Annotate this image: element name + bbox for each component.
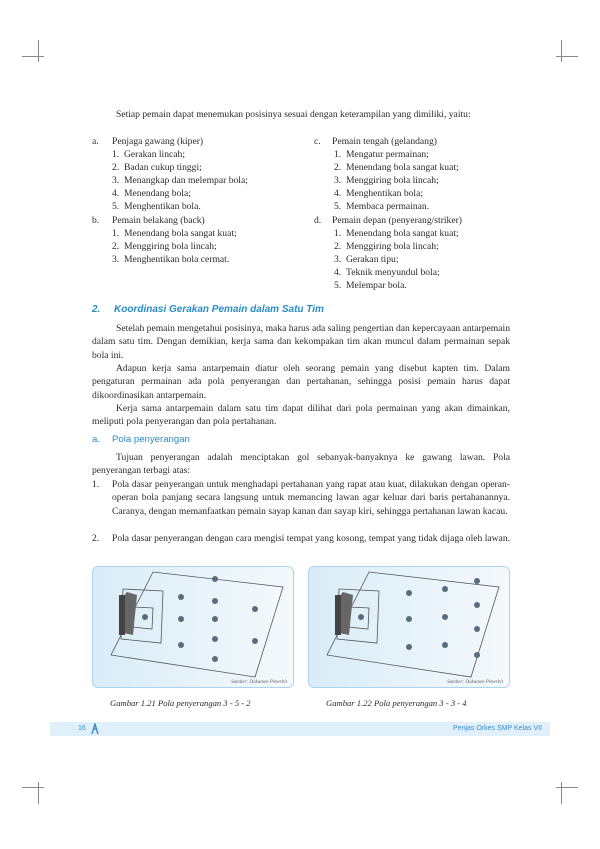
role-title: Pemain belakang (back)	[112, 215, 205, 226]
role-letter: a.	[92, 136, 99, 147]
list-item: 2. Menggiring bola lincah;	[334, 241, 439, 252]
list-item: 5. Menghentikan bola.	[112, 201, 201, 212]
list-item: 2. Badan cukup tinggi;	[112, 162, 202, 173]
book-title: Penjas Orkes SMP Kelas VII	[453, 725, 542, 732]
list-item: 2. Menendang bola sangat kuat;	[334, 162, 459, 173]
list-item: 1. Menendang bola sangat kuat;	[112, 228, 237, 239]
figure-pola-3-5-2	[92, 566, 294, 688]
section-number: 2.	[92, 304, 101, 315]
soccer-field-illustration	[93, 567, 293, 687]
list-item: 1. Mengatur permainan;	[334, 149, 429, 160]
section-paragraph: Adapun kerja sama antarpemain diatur oleh seorang pemain yang disebut kapten tim. Dalam pengaturan permainan ada pola penyerangan dan pertahanan, sehingga posisi pemain harus dapat dikoordinasikan antarpemain.	[92, 363, 510, 401]
subsection-item: Pola dasar penyerangan untuk menghadapi pertahanan yang rapat atau kuat, dilakukan dengan operan-operan bola panjang secara langsung untuk memancing lawan agar keluar dari baris pertahanannya. Caranya, dengan memanfaatkan pemain sayap kanan dan sayap kiri, sehingga pertahanan lawan kacau.	[112, 479, 510, 517]
crop-mark-top-left	[22, 40, 44, 62]
section-paragraph: Setelah pemain mengetahui posisinya, maka harus ada saling pengertian dan kepercayaan antarpemain dalam satu tim. Dengan demikian, kerja sama dan kekompakan tim akan muncul dalam permainan sepak bola ini.	[92, 323, 510, 361]
list-item: 4. Teknik menyundul bola;	[334, 267, 440, 278]
intro-paragraph: Setiap pemain dapat menemukan posisinya sesuai dengan keterampilan yang dimiliki, yaitu:	[116, 109, 471, 120]
list-item: 3. Menggiring bola lincah;	[334, 175, 439, 186]
list-item: 1. Gerakan lincah;	[112, 149, 185, 160]
list-item: 2. Menggiring bola lincah;	[112, 241, 217, 252]
item-number: 1.	[92, 479, 100, 490]
page-number: 16	[78, 725, 86, 732]
item-number: 2.	[92, 533, 100, 544]
subsection-letter: a.	[92, 434, 101, 445]
page-footer	[50, 722, 550, 736]
list-item: 3. Menghentikan bola cermat.	[112, 254, 230, 265]
role-title: Pemain tengah (gelandang)	[332, 136, 437, 147]
role-letter: c.	[314, 136, 321, 147]
crop-mark-bottom-left	[22, 782, 44, 804]
figure-source: Sumber: Dokumen Penerbit	[447, 680, 503, 685]
list-item: 3. Menangkap dan melempar bola;	[112, 175, 248, 186]
subsection-paragraph: Tujuan penyerangan adalah menciptakan gol sebanyak-banyaknya ke gawang lawan. Pola penyerangan terbagi atas:	[92, 452, 510, 477]
crop-mark-top-right	[556, 40, 578, 62]
subsection-title: Pola penyerangan	[112, 434, 190, 445]
figure-pola-3-3-4	[308, 566, 510, 688]
section-title: Koordinasi Gerakan Pemain dalam Satu Tim	[114, 304, 324, 315]
figure-caption: Gambar 1.22 Pola penyerangan 3 - 3 - 4	[326, 698, 467, 708]
book-logo-icon	[90, 723, 100, 735]
list-item: 3. Gerakan tipu;	[334, 254, 399, 265]
list-item: 5. Melempar bola.	[334, 280, 407, 291]
role-letter: d.	[314, 215, 322, 226]
role-title: Penjaga gawang (kiper)	[112, 136, 204, 147]
figure-caption: Gambar 1.21 Pola penyerangan 3 - 5 - 2	[110, 698, 251, 708]
list-item: 1. Menendang bola sangat kuat;	[334, 228, 459, 239]
list-item: 4. Menendang bola;	[112, 188, 191, 199]
subsection-item: Pola dasar penyerangan dengan cara mengisi tempat yang kosong, tempat yang tidak dijaga oleh lawan.	[112, 533, 511, 544]
list-item: 4. Menghentikan bola;	[334, 188, 423, 199]
crop-mark-bottom-right	[556, 782, 578, 804]
role-title: Pemain depan (penyerang/striker)	[332, 215, 462, 226]
role-letter: b.	[92, 215, 100, 226]
section-paragraph: Kerja sama antarpemain dalam satu tim dapat dilihat dari pola permainan yang akan dimainkan, meliputi pola penyerangan dan pola pertahanan.	[92, 403, 510, 428]
list-item: 5. Membaca permainan.	[334, 201, 430, 212]
soccer-field-illustration	[309, 567, 509, 687]
figure-source: Sumber: Dokumen Penerbit	[231, 680, 287, 685]
